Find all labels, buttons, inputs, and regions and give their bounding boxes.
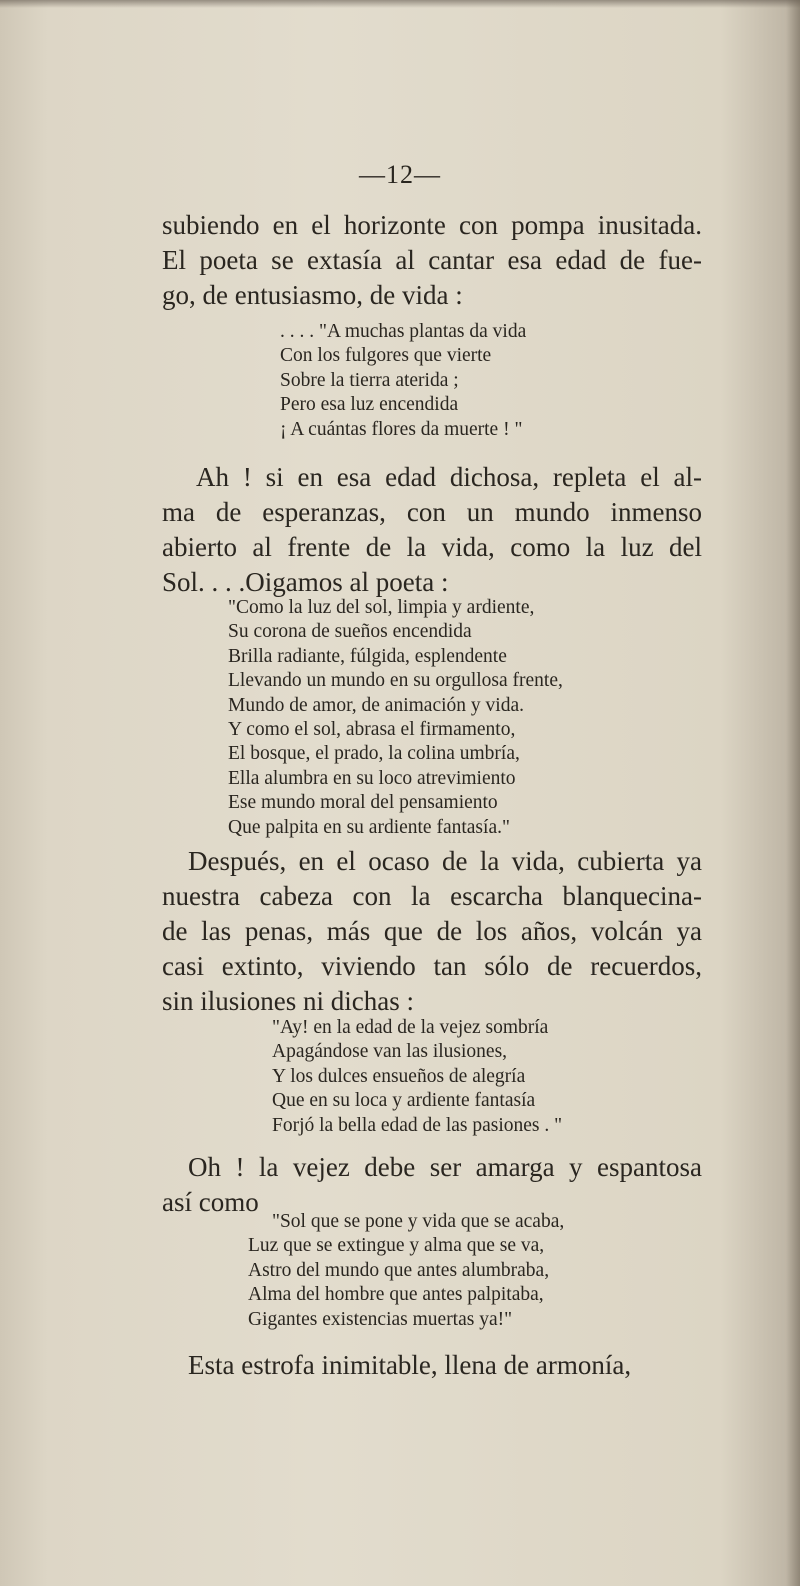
verse-line: Llevando un mundo en su orgullosa frente, xyxy=(228,670,563,692)
verse-line: "Sol que se pone y vida que se acaba, xyxy=(272,1211,565,1232)
verse-line: Y como el sol, abrasa el firmamento, xyxy=(228,719,516,741)
paragraph-line: Esta estrofa inimitable, llena de armonía, xyxy=(188,1350,632,1380)
verse-line: Sobre la tierra aterida ; xyxy=(280,369,459,391)
paragraph-line: Ah ! si en esa edad dichosa, repleta el al- xyxy=(196,462,702,492)
verse-line: Pero esa luz encendida xyxy=(280,394,459,416)
verse-line: Que en su loca y ardiente fantasía xyxy=(272,1090,536,1112)
verse-line: El bosque, el prado, la colina umbría, xyxy=(228,743,520,765)
verse-line: Astro del mundo que antes alumbraba, xyxy=(248,1259,550,1281)
verse-line: Con los fulgores que vierte xyxy=(280,345,492,367)
paragraph-2 xyxy=(162,460,702,600)
verse-line: Luz que se extingue y alma que se va, xyxy=(248,1235,545,1257)
verse-quote-3 xyxy=(272,1016,562,1138)
verse-line: . . . . "A muchas plantas da vida xyxy=(280,321,527,342)
paragraph-line: subiendo en el horizonte con pompa inusitada. xyxy=(162,210,702,240)
paragraph-1 xyxy=(162,208,702,313)
verse-line: ¡ A cuántas flores da muerte ! " xyxy=(280,418,523,440)
paragraph-line: Oh ! la vejez debe ser amarga y espantosa xyxy=(188,1152,702,1182)
page-right-edge-shadow xyxy=(786,0,800,1586)
verse-line: Apagándose van las ilusiones, xyxy=(272,1041,508,1063)
verse-line: Alma del hombre que antes palpitaba, xyxy=(248,1284,544,1306)
verse-quote-2 xyxy=(228,596,563,840)
paragraph-line: abierto al frente de la vida, como la luz del xyxy=(162,532,702,562)
paragraph-line: Sol. . . .Oigamos al poeta : xyxy=(162,567,449,597)
verse-line: Ese mundo moral del pensamiento xyxy=(228,792,498,814)
verse-line: "Ay! en la edad de la vejez sombría xyxy=(272,1017,549,1038)
verse-line: Su corona de sueños encendida xyxy=(228,621,472,643)
verse-line: "Como la luz del sol, limpia y ardiente, xyxy=(228,597,535,618)
verse-line: Gigantes existencias muertas ya!" xyxy=(248,1308,513,1330)
page-number: —12— xyxy=(359,160,441,189)
paragraph-line: nuestra cabeza con la escarcha blanquecina- xyxy=(162,881,702,911)
verse-line: Forjó la bella edad de las pasiones . " xyxy=(272,1114,563,1136)
paragraph-line: de las penas, más que de los años, volcán ya xyxy=(162,916,702,946)
paragraph-line: así como xyxy=(162,1187,259,1217)
paragraph-5 xyxy=(188,1348,728,1383)
paragraph-line: casi extinto, viviendo tan sólo de recuerdos, xyxy=(162,951,702,981)
verse-line: Mundo de amor, de animación y vida. xyxy=(228,694,524,716)
verse-quote-1 xyxy=(280,320,526,442)
paragraph-line: Después, en el ocaso de la vida, cubierta ya xyxy=(188,846,702,876)
verse-line: Y los dulces ensueños de alegría xyxy=(272,1065,526,1087)
paragraph-3 xyxy=(162,844,702,1019)
paragraph-line: ma de esperanzas, con un mundo inmenso xyxy=(162,497,702,527)
verse-line: Ella alumbra en su loco atrevimiento xyxy=(228,767,516,789)
verse-line: Brilla radiante, fúlgida, esplendente xyxy=(228,645,507,667)
verse-quote-4 xyxy=(248,1210,564,1332)
paragraph-line: sin ilusiones ni dichas : xyxy=(162,986,414,1016)
paragraph-line: El poeta se extasía al cantar esa edad de fue- xyxy=(162,245,702,275)
verse-line: Que palpita en su ardiente fantasía." xyxy=(228,816,510,838)
paragraph-line: go, de entusiasmo, de vida : xyxy=(162,280,463,310)
page-top-edge-shadow xyxy=(0,0,800,8)
